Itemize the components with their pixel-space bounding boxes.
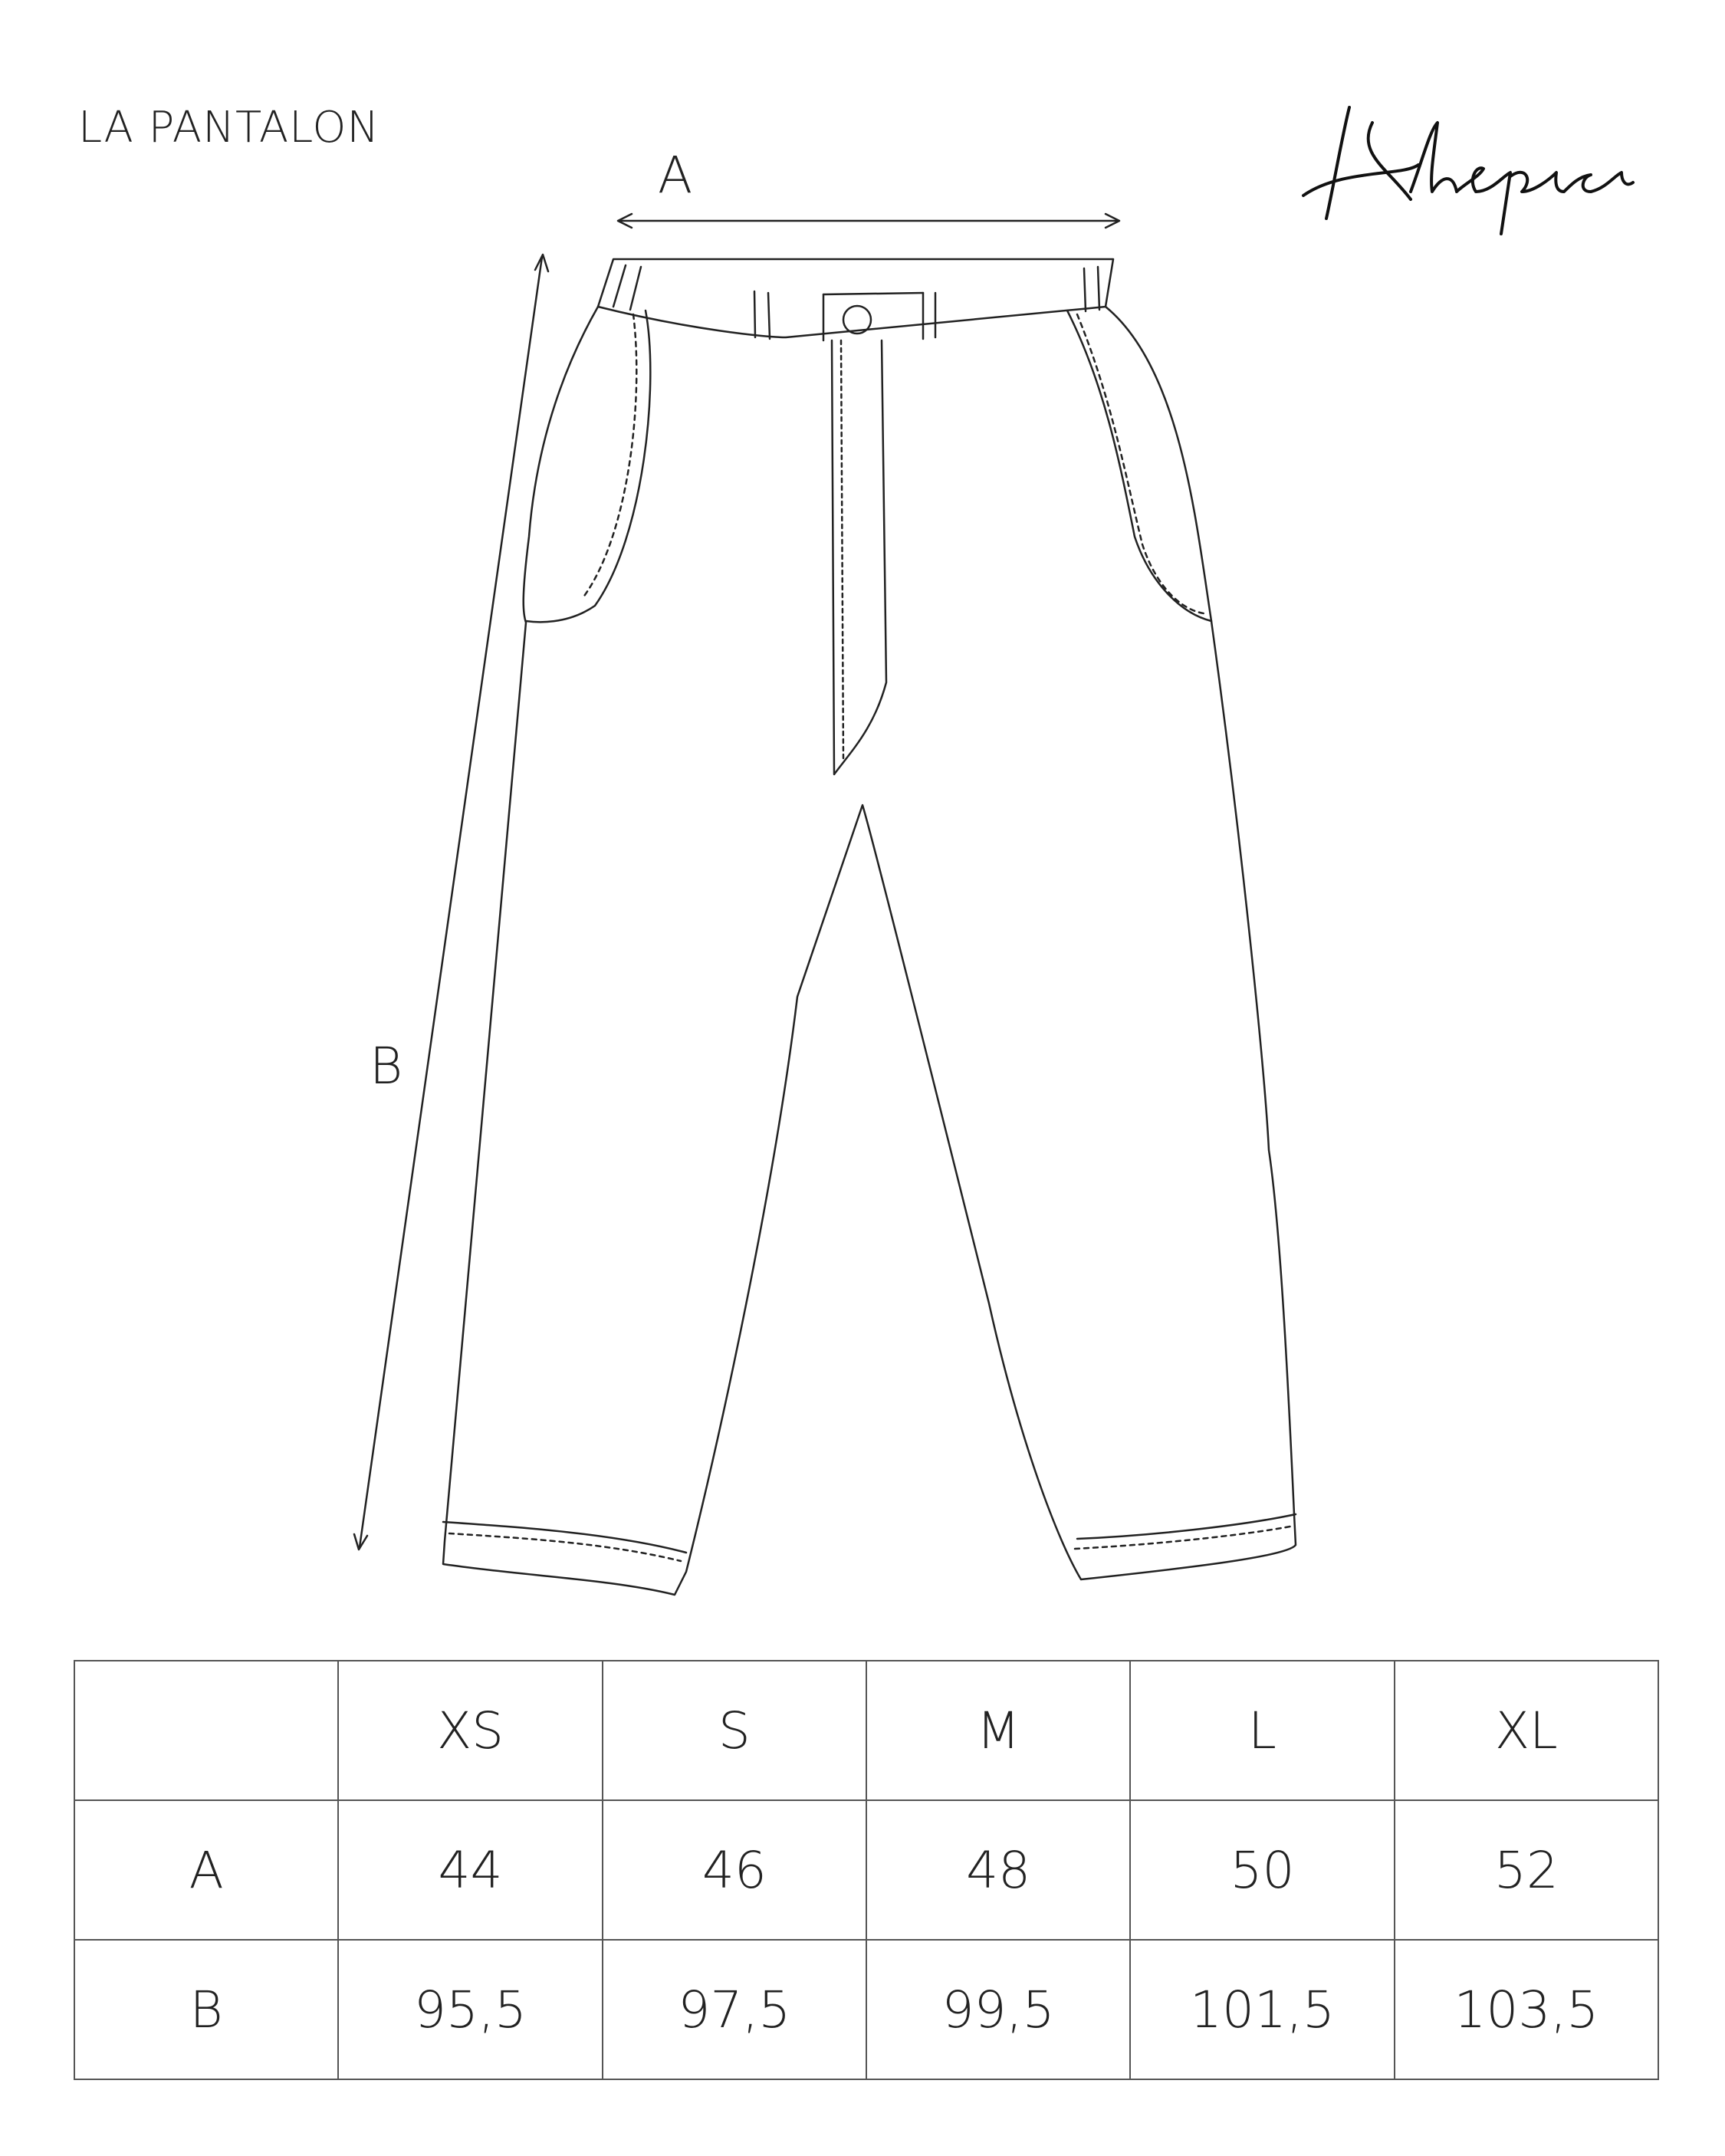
table-header-cell: S	[603, 1661, 866, 1800]
measurement-b-label: B	[370, 1037, 403, 1096]
size-table	[74, 1660, 1659, 2080]
table-cell: 52	[1395, 1800, 1658, 1940]
table-header-cell: M	[866, 1661, 1130, 1800]
table-cell: 101,5	[1130, 1940, 1394, 2079]
table-cell: 46	[603, 1800, 866, 1940]
measurement-b-arrow	[354, 255, 548, 1550]
table-cell: 48	[866, 1800, 1130, 1940]
table-header-cell	[74, 1661, 338, 1800]
table-cell: 97,5	[603, 1940, 866, 2079]
left-pocket	[526, 311, 650, 622]
table-header-cell: XL	[1395, 1661, 1658, 1800]
table-header-row	[74, 1661, 1658, 1800]
measurement-a-label: A	[658, 146, 693, 205]
waist-button	[843, 306, 871, 334]
table-cell: 99,5	[866, 1940, 1130, 2079]
table-cell: 44	[338, 1800, 602, 1940]
table-header-cell: XS	[338, 1661, 602, 1800]
pants-outline	[443, 307, 1296, 1595]
table-cell: 50	[1130, 1800, 1394, 1940]
table-row	[74, 1800, 1658, 1940]
waistband	[598, 259, 1113, 340]
row-label: A	[74, 1800, 338, 1940]
table-row	[74, 1940, 1658, 2079]
right-pocket	[1067, 311, 1211, 621]
table-cell: 95,5	[338, 1940, 602, 2079]
page-title: LA PANTALON	[78, 103, 380, 153]
table-header-cell: L	[1130, 1661, 1394, 1800]
fly	[832, 340, 886, 774]
table-cell: 103,5	[1395, 1940, 1658, 2079]
measurement-a-arrow	[618, 214, 1119, 228]
row-label: B	[74, 1940, 338, 2079]
